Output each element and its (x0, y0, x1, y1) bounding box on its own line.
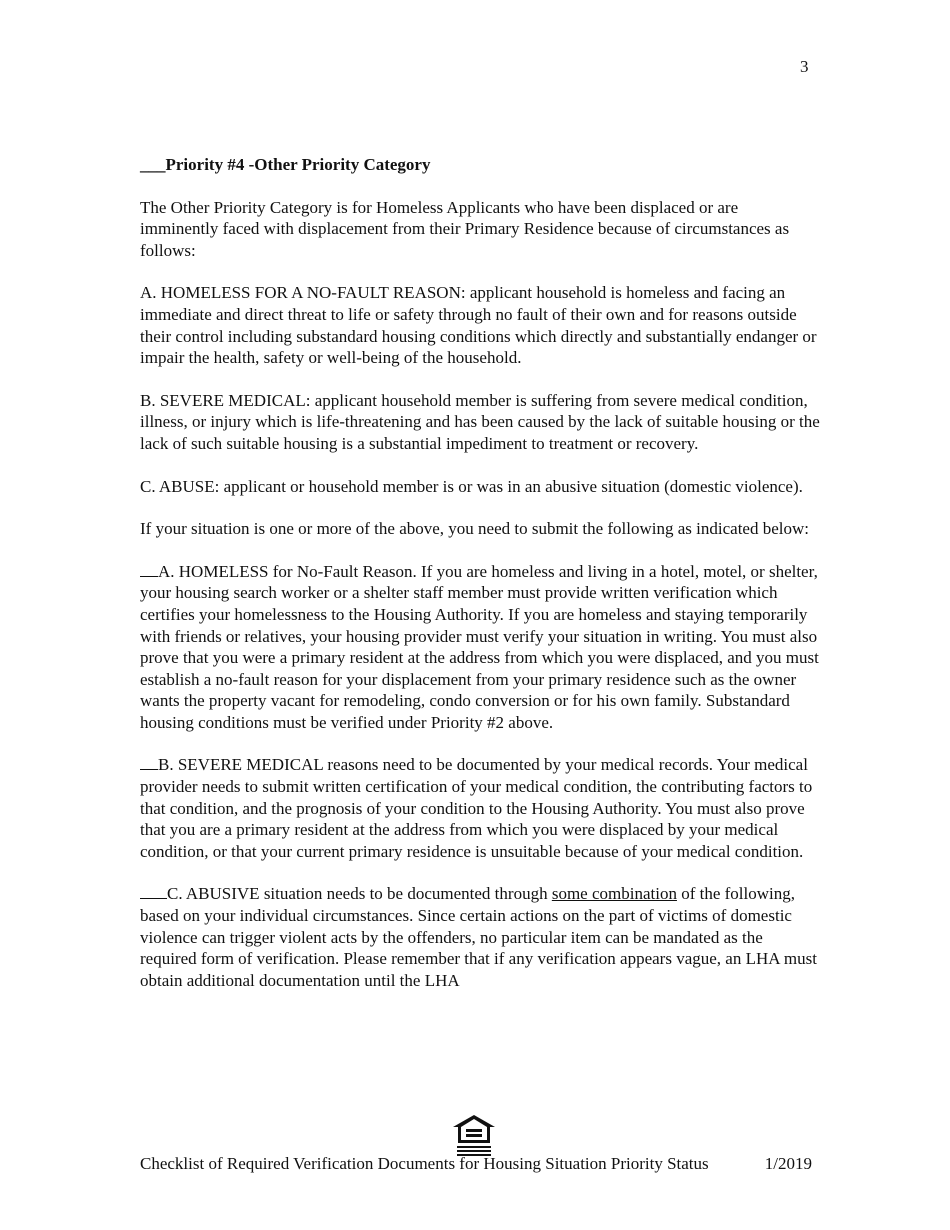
checklist-item-a (140, 561, 820, 734)
checklist-item-b (140, 754, 820, 862)
heading-blank: ___ (140, 155, 166, 174)
checklist-item-c (140, 883, 820, 991)
checkbox-blank-a[interactable] (140, 562, 158, 577)
checklist-a-text: A. HOMELESS for No-Fault Reason. If you are homeless and living in a hotel, motel, or shelter, your housing search worker or a shelter staff member must provide written verification which certifies your homelessness to the Housing Authority. If you are homeless and staying temporarily with friends or relatives, your housing provider must verify your situation in writing. You must also prove that you were a primary resident at the address from which you were displaced, and you must establish a no-fault reason for your displacement from your primary residence such as the owner wants the property vacant for remodeling, condo conversion or for his own family. Substandard housing conditions must be verified under Priority #2 above. (140, 561, 819, 732)
footer-title: Checklist of Required Verification Documents for Housing Situation Priority Status (140, 1154, 709, 1173)
equal-housing-opportunity-icon (451, 1113, 497, 1157)
section-heading (140, 154, 820, 176)
category-b: B. SEVERE MEDICAL: applicant household member is suffering from severe medical condition, illness, or injury which is life-threatening and has been caused by the lack of suitable housing or the lack of such suitable housing is a substantial impediment to treatment or recovery. (140, 390, 820, 453)
checkbox-blank-c[interactable] (140, 884, 167, 899)
instructions-paragraph: If your situation is one or more of the above, you need to submit the following as indicated below: (140, 519, 809, 539)
document-body (140, 154, 820, 1012)
page-number: 3 (800, 57, 809, 76)
page-footer (140, 1154, 812, 1174)
checklist-b-text: B. SEVERE MEDICAL reasons need to be documented by your medical records. Your medical provider needs to submit written certification of your medical condition, the contributing factors to that condition, and the prognosis of your condition to the Housing Authority. You must also prove that you are a primary resident at the address from which you were displaced by your medical condition, or that your current primary residence is unsuitable because of your medical condition. (140, 755, 813, 861)
checklist-c-rest: of the following, based on your individual circumstances. Since certain actions on the part of victims of domestic violence can trigger violent acts by the offenders, no particular item can be mandated as the required form of verification. Please remember that if any verification appears vague, an LHA must obtain additional documentation until the LHA (140, 884, 817, 990)
heading-title: Priority #4 -Other Priority Category (165, 155, 431, 174)
category-c: C. ABUSE: applicant or household member is or was in an abusive situation (domestic violence). (140, 476, 803, 496)
footer-date: 1/2019 (764, 1154, 812, 1173)
category-a: A. HOMELESS FOR A NO-FAULT REASON: applicant household is homeless and facing an immediate and direct threat to life or safety through no fault of their own and for reasons outside their control including substandard housing conditions which directly and substantially endanger or impair the health, safety or well-being of the household. (140, 283, 817, 368)
checkbox-blank-b[interactable] (140, 755, 158, 770)
intro-paragraph: The Other Priority Category is for Homeless Applicants who have been displaced or are imminently faced with displacement from their Primary Residence because of circumstances as follows: (140, 197, 790, 260)
checklist-c-lead: C. ABUSIVE situation needs to be documented through (167, 884, 552, 904)
checklist-c-underline: some combination (551, 884, 677, 904)
